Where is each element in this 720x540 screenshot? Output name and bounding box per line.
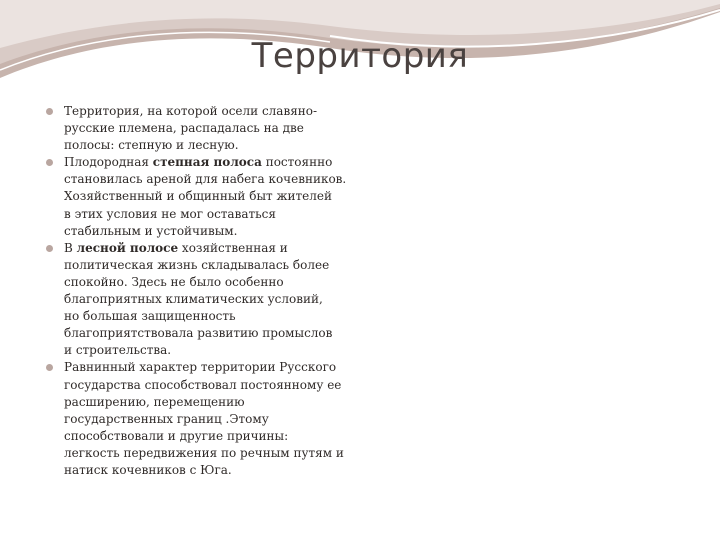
bullet-dot-icon xyxy=(46,159,53,166)
text-line: и строительства. xyxy=(64,343,172,358)
bullet-dot-icon xyxy=(46,245,53,252)
text-line: стабильным и устойчивым. xyxy=(64,223,238,238)
text-line: Равнинный характер территории Русского xyxy=(64,360,337,375)
text-line: легкость передвижения по речным путям и xyxy=(64,445,344,460)
text-line: благоприятствовала развитию промыслов xyxy=(64,326,333,341)
bullet-dot-icon xyxy=(46,364,53,371)
bullet-item-forest xyxy=(44,240,364,360)
text-line: государства способствовал постоянному ее xyxy=(64,377,342,392)
text-fragment: В xyxy=(64,240,77,255)
text-line: русские племена, распадалась на две xyxy=(64,121,304,136)
text-line: благоприятных климатических условий, xyxy=(64,292,323,307)
text-line: спокойно. Здесь не было особенно xyxy=(64,274,284,289)
bullet-item-territory xyxy=(44,103,364,154)
text-line: в этих условия не мог оставаться xyxy=(64,206,276,221)
text-line: натиск кочевников с Юга. xyxy=(64,462,232,477)
text-line xyxy=(64,154,364,171)
text-line: государственных границ .Этому xyxy=(64,411,269,426)
emphasis-steppe-zone: степная полоса xyxy=(152,155,262,170)
text-line: становилась ареной для набега кочевников. xyxy=(64,172,347,187)
text-fragment: хозяйственная и xyxy=(178,240,288,255)
text-line: Территория, на которой осели славяно- xyxy=(64,104,318,118)
text-line: политическая жизнь складывалась более xyxy=(64,257,330,272)
bullet-item-steppe xyxy=(44,154,364,239)
bullet-item-plains xyxy=(44,359,364,479)
text-fragment: постоянно xyxy=(261,155,333,170)
bullet-list xyxy=(44,103,364,479)
text-line: расширению, перемещению xyxy=(64,394,245,409)
text-line: полосы: степную и лесную. xyxy=(64,138,239,153)
text-line: Хозяйственный и общинный быт жителей xyxy=(64,189,332,204)
emphasis-forest-zone: лесной полосе xyxy=(76,240,179,255)
text-fragment: Плодородная xyxy=(64,155,153,170)
bullet-dot-icon xyxy=(46,108,53,115)
text-line xyxy=(64,240,364,257)
text-line: способствовали и другие причины: xyxy=(64,428,289,443)
slide-title: Территория xyxy=(251,36,469,76)
text-line: но большая защищенность xyxy=(64,309,236,324)
